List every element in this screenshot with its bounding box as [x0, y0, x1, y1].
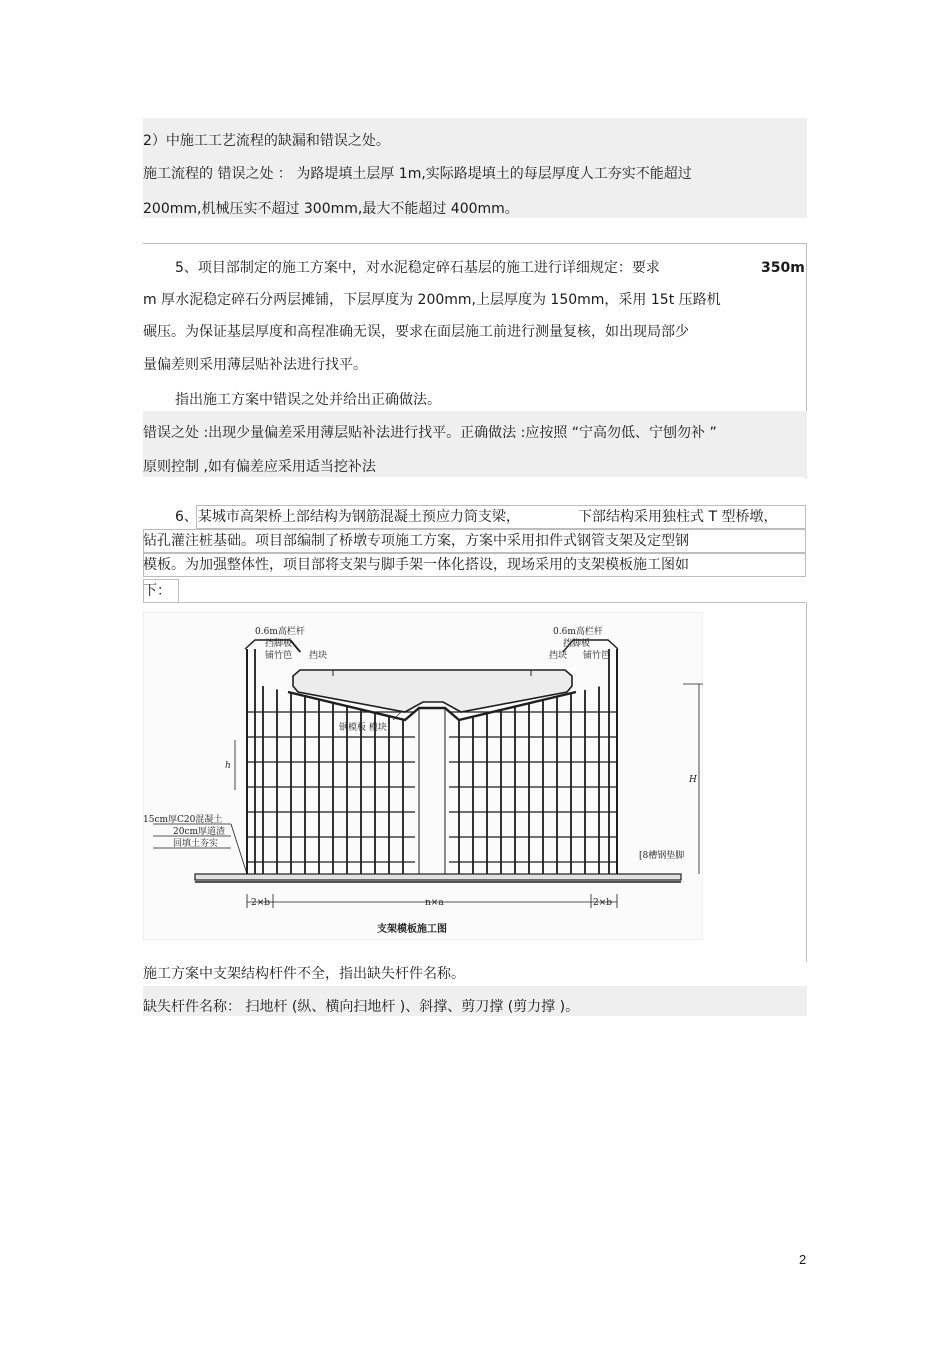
label-bamboo-right: 铺竹笆 — [583, 651, 611, 661]
scaffold-formwork-figure — [143, 612, 703, 940]
figure-frame-top — [143, 602, 805, 603]
q4-part2-heading: 2）中施工工艺流程的缺漏和错误之处。 — [143, 133, 390, 149]
q5-line3: 碾压。为保证基层厚度和高程准确无误，要求在面层施工前进行测量复核，如出现局部少 — [143, 324, 689, 340]
label-block-left: 挡块 — [309, 651, 328, 661]
label-h: h — [225, 761, 231, 771]
label-toe-left: 挡脚板 — [265, 639, 293, 649]
label-dim-right: 2×b — [593, 898, 613, 908]
q4-answer-line2: 200mm,机械压实不超过 300mm,最大不能超过 400mm。 — [143, 201, 519, 217]
q6-line2: 钻孔灌注桩基础。项目部编制了桥墩专项施工方案，方案中采用扣件式钢管支架及定型钢 — [143, 533, 689, 549]
label-layer1: 15cm厚C20混凝土 — [143, 815, 223, 825]
label-channel: [8槽钢垫脚 — [639, 851, 685, 861]
q6-line3: 模板。为加强整体性，项目部将支架与脚手架一体化搭设，现场采用的支架模板施工图如 — [143, 557, 689, 573]
q5-line4: 量偏差则采用薄层贴补法进行找平。 — [143, 357, 367, 373]
label-dim-mid: n×a — [425, 898, 444, 908]
figure-caption: 支架模板施工图 — [377, 924, 447, 935]
label-formwork: 钢模板 模块 — [339, 723, 387, 733]
q6-answer: 缺失杆件名称： 扫地杆 (纵、横向扫地杆 )、斜撑、剪刀撑 (剪力撑 )。 — [143, 999, 580, 1015]
label-dim-left: 2×b — [251, 898, 271, 908]
q5-frame-top — [143, 243, 807, 244]
q5-answer-line1: 错误之处 :出现少量偏差采用薄层贴补法进行找平。正确做法 :应按照 “宁高勿低、宁刨勿补 ” — [143, 425, 717, 441]
label-block-right: 挡块 — [549, 651, 568, 661]
q4-answer-line1: 施工流程的 错误之处 ： 为路堤填土层厚 1m,实际路堤填土的每层厚度人工夯实不能超过 — [143, 166, 692, 182]
page-number: 2 — [799, 1252, 807, 1267]
label-toe-right: 挡脚板 — [563, 639, 591, 649]
q5-answer-line2: 原则控制 ,如有偏差应采用适当挖补法 — [143, 459, 376, 475]
q6-line4: 下： — [143, 583, 171, 599]
label-layer2: 20cm厚道渣 — [173, 827, 226, 837]
q6-line1a: 6、某城市高架桥上部结构为钢筋混凝土预应力筒支梁， — [175, 509, 520, 525]
q5-line2: m 厚水泥稳定碎石分两层摊铺，下层厚度为 200mm,上层厚度为 150mm，采用 15t 压路机 — [143, 292, 721, 308]
q6-question: 施工方案中支架结构杆件不全，指出缺失杆件名称。 — [143, 966, 465, 982]
figure-frame-right — [806, 602, 807, 962]
q5-line1: 5、项目部制定的施工方案中，对水泥稳定碎石基层的施工进行详细规定：要求 — [175, 260, 660, 276]
label-layer3: 回填土夯实 — [173, 839, 219, 849]
label-rail-left: 0.6m高栏杆 — [255, 627, 305, 637]
q5-question: 指出施工方案中错误之处并给出正确做法。 — [175, 392, 441, 408]
label-bamboo-left: 铺竹笆 — [265, 651, 293, 661]
q5-line1-number: 350m — [761, 260, 805, 276]
label-H: H — [689, 775, 697, 785]
q6-line1b: 下部结构采用独柱式 T 型桥墩， — [578, 509, 778, 525]
label-rail-right: 0.6m高栏杆 — [553, 627, 603, 637]
